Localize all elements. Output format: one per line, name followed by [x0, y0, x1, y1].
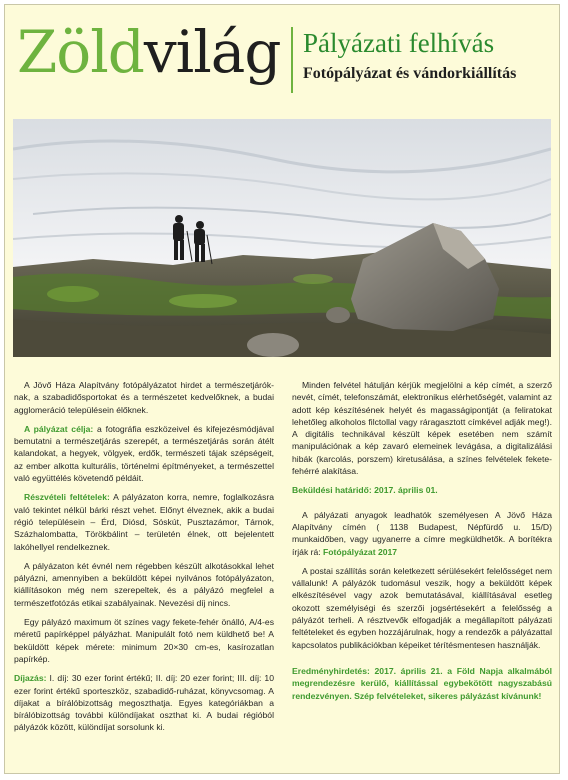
liability-paragraph: A postai szállítás során keletkezett sérülésekért felelősséget nem vállalunk! A pályázók tudomásul veszik, hogy a beküldött képek elkészítésével vagy azok bemutatásával, kiállításával esetleg okozott személyiségi és szerzői jogsértésekért a felelősség a pályázót terheli. A résztvevők elfogadják a megállapított pályázati feltételeket és egyben hozzájárulnak, hogy a rendezők a pályázattal kapcsolatos publikációkban képeiket térítésmentesen használják.: [292, 565, 552, 650]
conditions-label: Részvételi feltételek:: [24, 492, 110, 503]
prizes-text: I. díj: 30 ezer forint értékű; II. díj: 20 ezer forint; III. díj: 10 ezer forint értékű sporteszköz, szabadidő-ruházat, könyvcsomag. A díjakat a bírálóbizottság megoszthatja. Egyes kategóriákban a bírálóbizottság további különdíjakat oszthat ki. A budai régióból pályázók között, különdíjat sorsolunk ki.: [14, 673, 274, 733]
goal-text: a fotográfia eszközeivel és kifejezésmódjával bemutatni a természetjárás szerepét, a természetjárás során átélt kalandokat, a hegyek, völgyek, erdők, természeti tájak szépségeit, az ember alkotta kulturális, történelmi építményeket, a természettel való együttélés követendő példáit.: [14, 423, 274, 484]
photo-illustration: [13, 119, 551, 357]
goal-paragraph: [14, 423, 274, 484]
results-announcement: Eredményhirdetés: 2017. április 21. a Föld Napja alkalmából megrendezésre kerülő, kiállítással egybekötött nagyszabású rendezvényen. Szép felvételeket, sikeres pályázást kívánunk!: [292, 665, 552, 701]
envelope-label: Fotópályázat 2017: [323, 546, 398, 557]
labeling-paragraph: Minden felvétel hátulján kérjük megjelölni a kép címét, a szerző nevét, címét, telefonszámát, elektronikus elérhetőségét, valamint az adott kép készítésének helyét és magasságipontját (a feliratokat lehetőleg alkoholos filctollal vagy ráragasztott címkével adják meg!). A digitális technikával készült képek esetében nem számít manipulációnak a kép zavaró elemeinek levágása, a digitalizálási hibák (karcolás, porszem) kiretusálása, a színes felvételek fekete-fehérré alakítása.: [292, 380, 552, 477]
conditions-text: A pályázaton korra, nemre, foglalkozásra való tekintet nélkül bárki részt vehet. Előnyt élveznek, akik a budai régió településein – Érd, Diósd, Sóskút, Pusztazámor, Tárnok, Százhalombatta, Törökbálint – területén élnek, ott bejelentett lakóhellyel rendelkeznek.: [14, 492, 275, 552]
deadline: Beküldési határidő: 2017. április 01.: [292, 485, 438, 496]
logo-part-green: Zöld: [17, 18, 144, 86]
intro-paragraph: A Jövő Háza Alapítvány fotópályázatot hirdet a természetjáróknak, a szabadidősportokat és a természetet kedvelőknek, a budai agglomeráció településein élőknek.: [14, 380, 274, 415]
logo: [17, 17, 280, 87]
poster: [4, 4, 560, 774]
works-paragraph: A pályázaton két évnél nem régebben készült alkotásokkal lehet pályázni, amennyiben a beküldött képei nyilvános fotópályázaton, kiállításokon még nem szerepeltek, és a pályázó megfelel a természetfotózás etikai szabályainak. Nevezési díj nincs.: [14, 560, 274, 608]
submission-paragraph: [292, 509, 552, 558]
mountain-hikers-photo: [13, 119, 551, 357]
prizes-label: Díjazás:: [14, 673, 47, 684]
header-divider: [291, 27, 293, 93]
submission-text: A pályázati anyagok leadhatók személyesen A Jövő Háza Alapítvány címén ( 1138 Budapest, Népfürdő u. 15/D) munkaidőben, vagy ugyanerre a címre megküldhetők. A borítékra írják rá:: [292, 509, 552, 557]
left-column: [14, 379, 274, 741]
prizes-paragraph: [14, 672, 274, 733]
logo-part-dark: világ: [143, 18, 281, 86]
right-column: [292, 379, 552, 709]
conditions-paragraph: [14, 491, 274, 552]
page-title: Pályázati felhívás: [303, 28, 495, 58]
page-subtitle: Fotópályázat és vándorkiállítás: [303, 65, 517, 82]
format-paragraph: Egy pályázó maximum öt színes vagy fekete-fehér önálló, A/4-es méretű papírképpel pályázhat. Manipulált fotó nem küldhető be! A beküldött képek mérete: minimum 20×30 cm-es, kasírozatlan papírkép.: [14, 617, 274, 664]
header: [5, 5, 559, 117]
goal-label: A pályázat célja:: [24, 423, 94, 434]
